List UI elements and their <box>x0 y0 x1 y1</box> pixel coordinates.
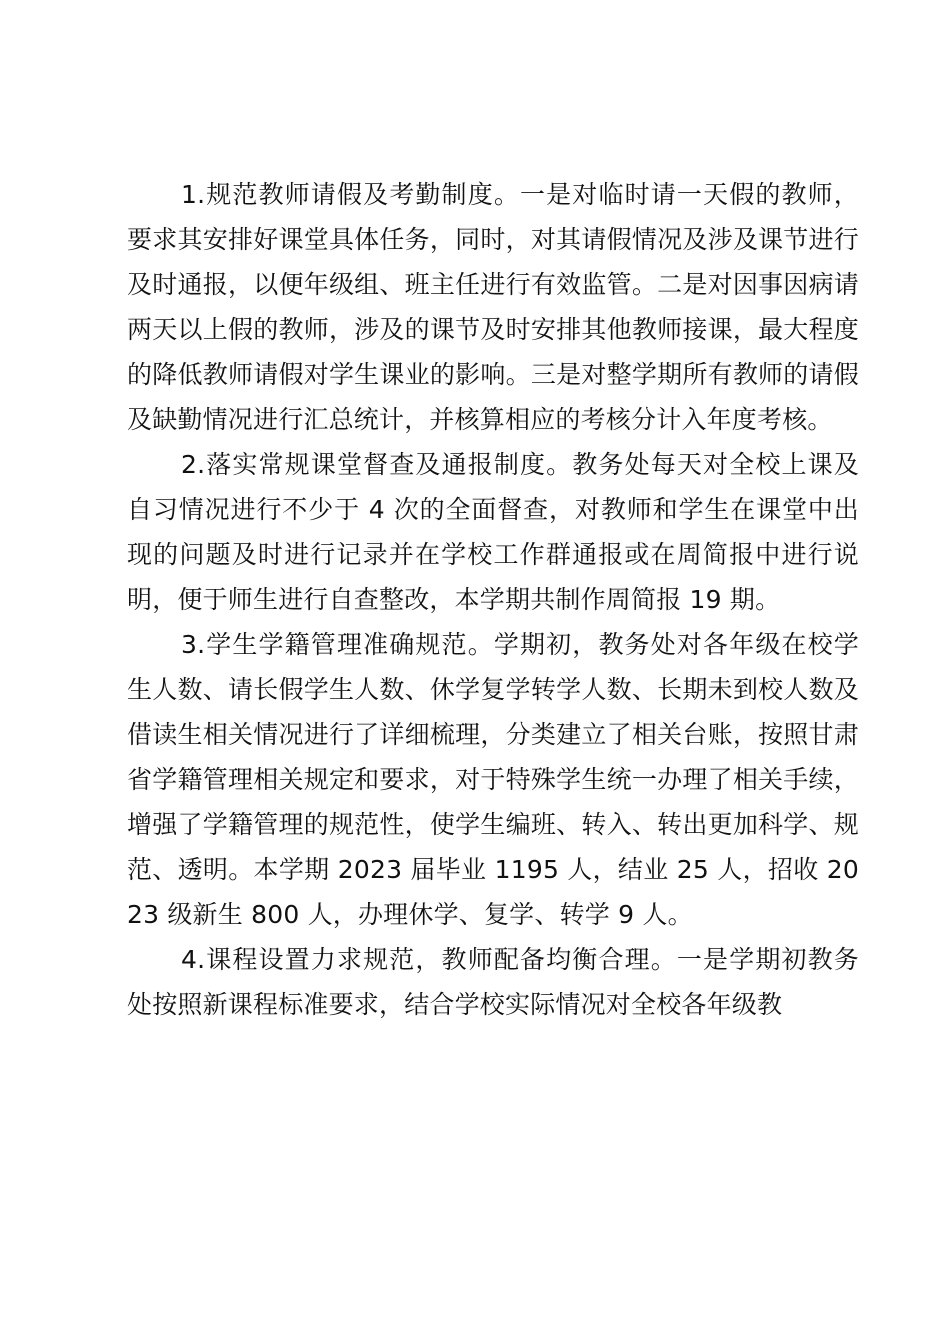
body-text <box>127 172 859 1027</box>
paragraph-1: 1.规范教师请假及考勤制度。一是对临时请一天假的教师，要求其安排好课堂具体任务，同时，对其请假情况及涉及课节进行及时通报，以便年级组、班主任进行有效监管。二是对因事因病请两天以上假的教师，涉及的课节及时安排其他教师接课，最大程度的降低教师请假对学生课业的影响。三是对整学期所有教师的请假及缺勤情况进行汇总统计，并核算相应的考核分计入年度考核。 <box>127 180 859 434</box>
paragraph-2: 2.落实常规课堂督查及通报制度。教务处每天对全校上课及自习情况进行不少于 4 次的全面督查，对教师和学生在课堂中出现的问题及时进行记录并在学校工作群通报或在周简报中进行说明，便于师生进行自查整改，本学期共制作周简报 19 期。 <box>127 450 859 614</box>
paragraph-4: 4.课程设置力求规范，教师配备均衡合理。一是学期初教务处按照新课程标准要求，结合学校实际情况对全校各年级教 <box>127 945 859 1019</box>
paragraph-3: 3.学生学籍管理准确规范。学期初，教务处对各年级在校学生人数、请长假学生人数、休学复学转学人数、长期未到校人数及借读生相关情况进行了详细梳理，分类建立了相关台账，按照甘肃省学籍管理相关规定和要求，对于特殊学生统一办理了相关手续，增强了学籍管理的规范性，使学生编班、转入、转出更加科学、规范、透明。本学期 2023 届毕业 1195 人，结业 25 人，招收 2023 级新生 800 人，办理休学、复学、转学 9 人。 <box>127 630 859 929</box>
